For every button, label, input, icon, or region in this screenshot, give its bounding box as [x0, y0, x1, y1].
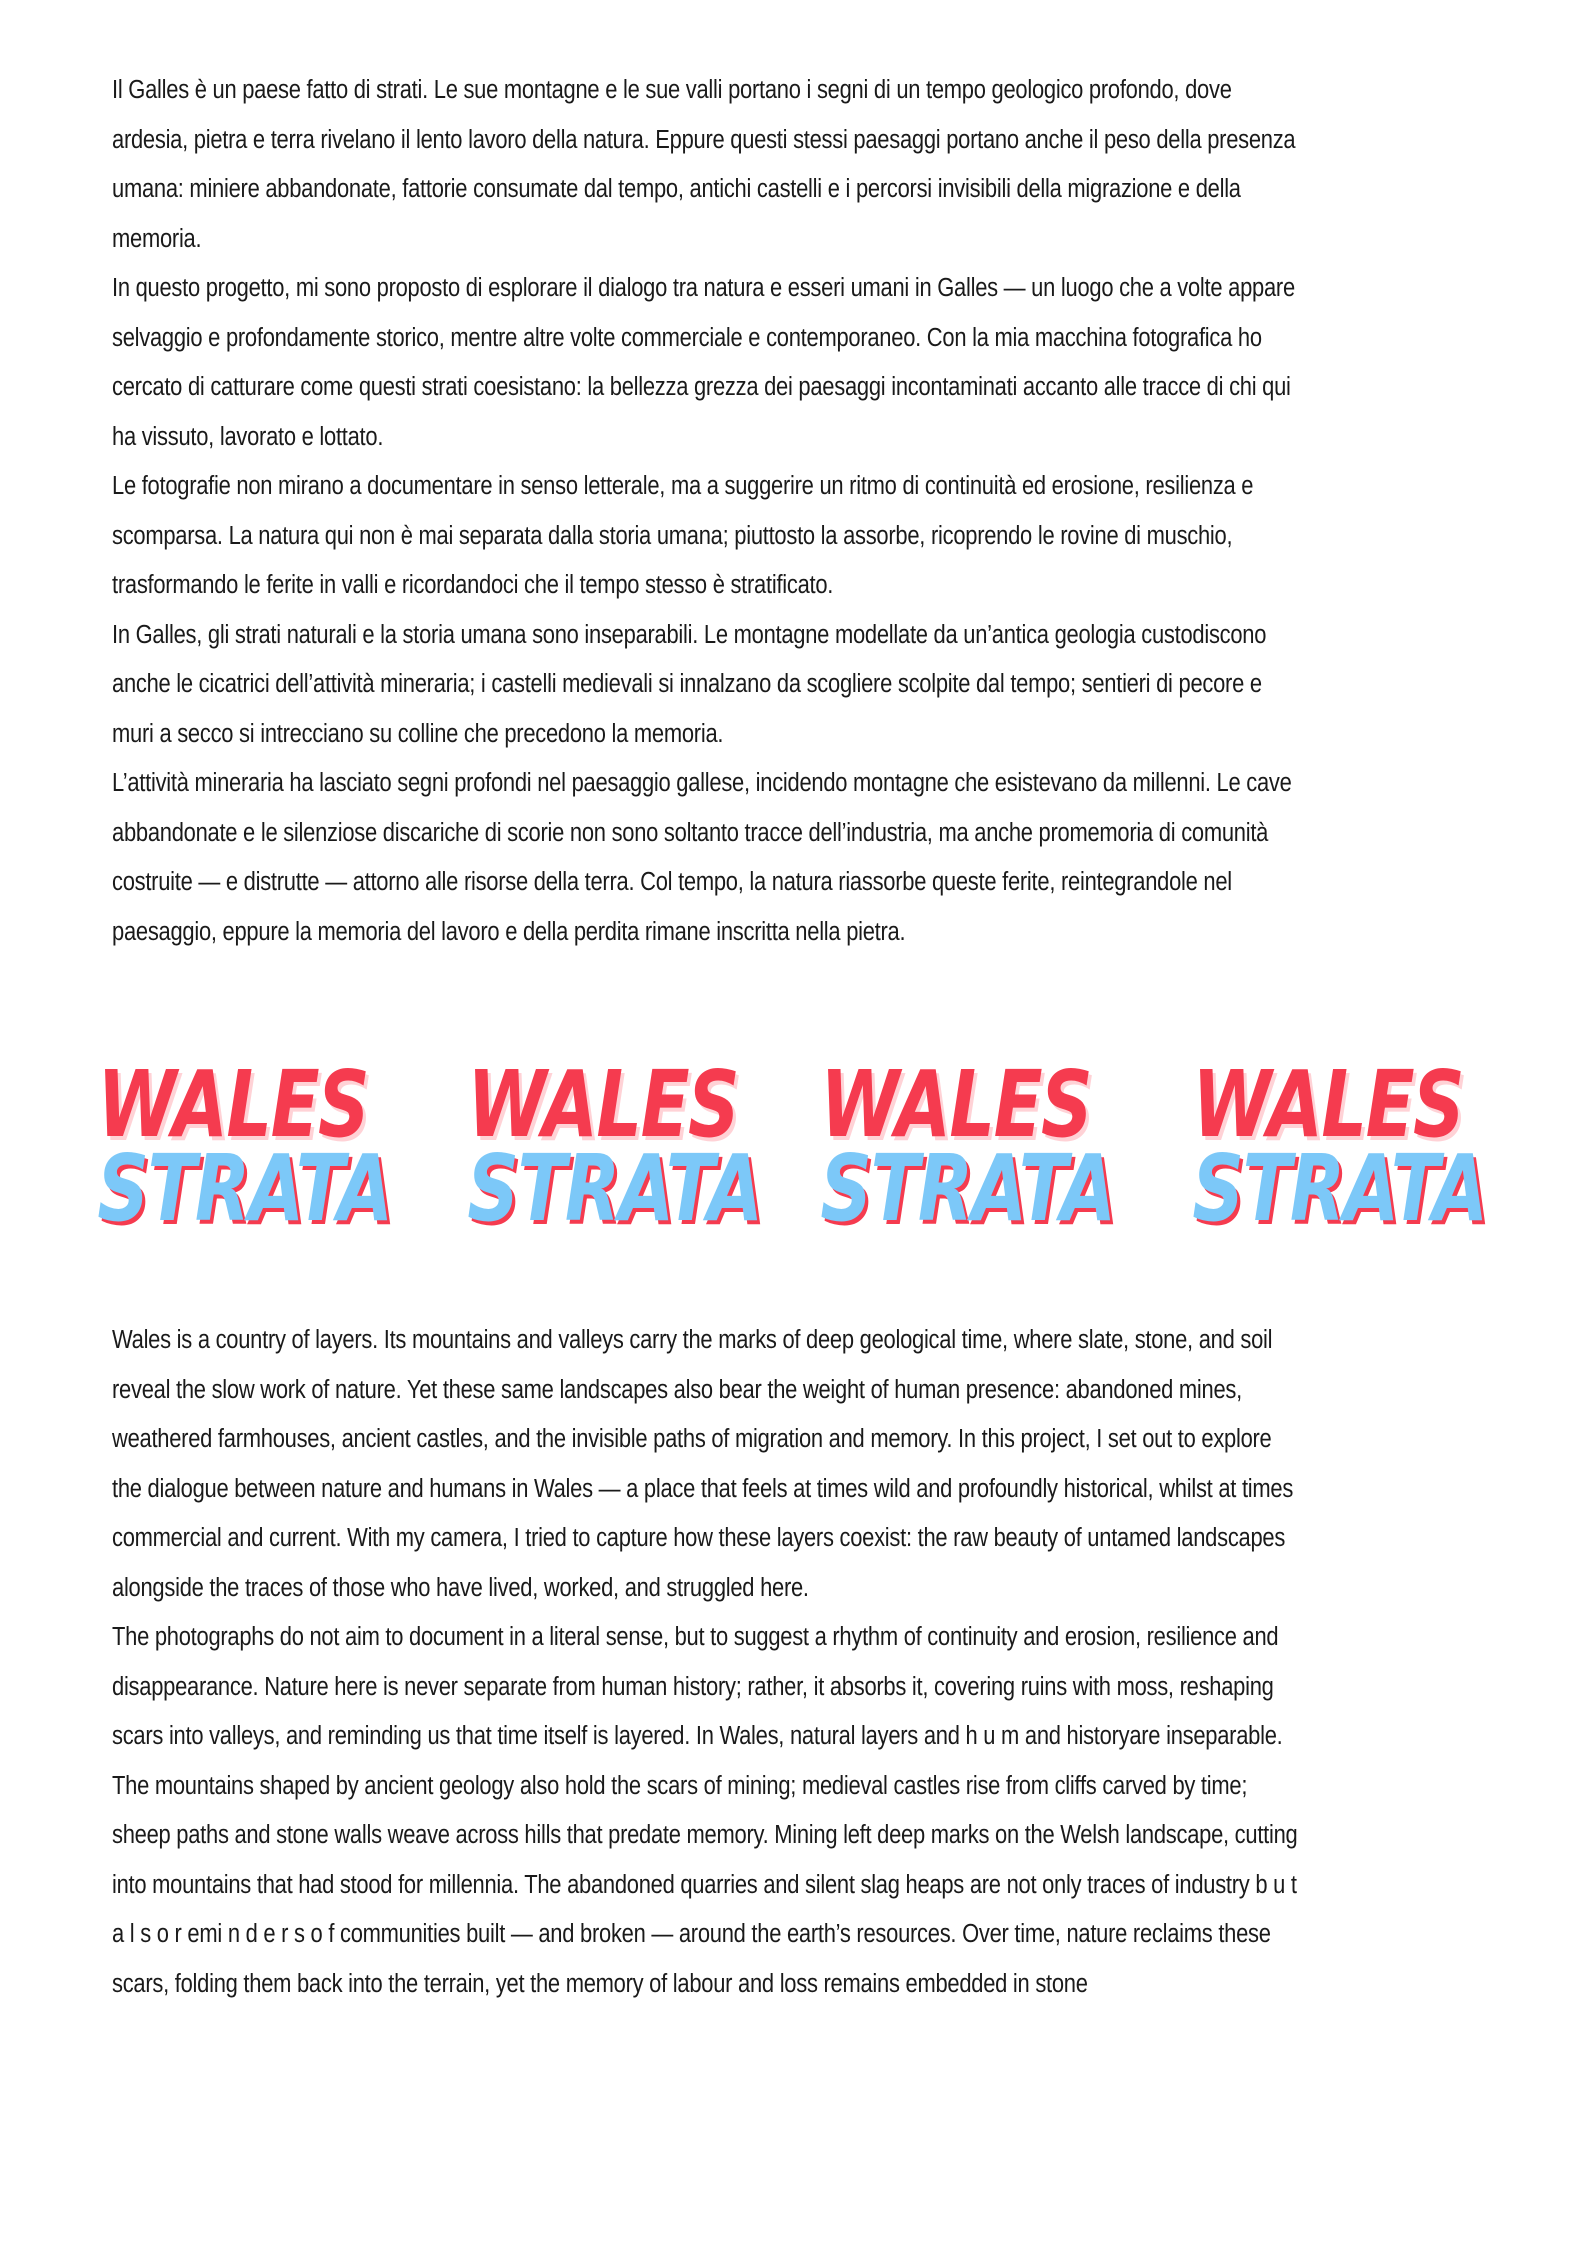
title-strata: STRATA: [97, 1135, 392, 1242]
title-unit-2: [430, 1051, 770, 1242]
title-strata: STRATA: [467, 1135, 762, 1242]
title-banner: [60, 1051, 1510, 1283]
italian-paragraph-5: L’attività mineraria ha lasciato segni profondi nel paesaggio gallese, incidendo montagne che esistevano da millenni. Le cave abbandonate e le silenziose discariche di scorie non sono soltanto tracce dell’industria, ma anche promemoria di comunità costruite — e distrutte — attorno alle risorse della terra. Col tempo, la natura riassorbe queste ferite, reintegrandole nel paesaggio, eppure la memoria del lavoro e della perdita rimane inscritta nella pietra.: [112, 769, 1292, 946]
italian-paragraph-4: In Galles, gli strati naturali e la storia umana sono inseparabili. Le montagne modellate da un’antica geologia custodiscono anche le cicatrici dell’attività mineraria; i castelli medievali si innalzano da scogliere scolpite dal tempo; sentieri di pecore e muri a secco si intrecciano su colline che precedono la memoria.: [112, 620, 1267, 748]
italian-paragraph-2: In questo progetto, mi sono proposto di esplorare il dialogo tra natura e esseri umani in Galles — un luogo che a volte appare selvaggio e profondamente storico, mentre altre volte commerciale e contemporaneo. Con la mia macchina fotografica ho cercato di catturare come questi strati coesistano: la bellezza grezza dei paesaggi incontaminati accanto alle tracce di chi qui ha vissuto, lavorato e lottato.: [112, 274, 1295, 451]
title-unit-1: [60, 1051, 400, 1242]
english-paragraph-1: Wales is a country of layers. Its mountains and valleys carry the marks of deep geological time, where slate, stone, and soil reveal the slow work of nature. Yet these same landscapes also bear the weight of human presence: abandoned mines, weathered farmhouses, ancient castles, and the invisible paths of migration and memory. In this project, I set out to explore the dialogue between nature and humans in Wales — a place that feels at times wild and profoundly historical, whilst at times commercial and current. With my camera, I tried to capture how these layers coexist: the raw beauty of untamed landscapes alongside the traces of those who have lived, worked, and struggled here.: [112, 1326, 1294, 1602]
title-unit-4: [1155, 1051, 1495, 1242]
english-paragraph-2: The photographs do not aim to document in a literal sense, but to suggest a rhythm of continuity and erosion, resilience and disappearance. Nature here is never separate from human history; rather, it absorbs it, covering ruins with moss, reshaping scars into valleys, and reminding us that time itself is layered. In Wales, natural layers and h u m and historyare inseparable.: [112, 1623, 1283, 1750]
title-wales: WALES: [467, 1051, 739, 1158]
english-paragraph-3: The mountains shaped by ancient geology also hold the scars of mining; medieval castles rise from cliffs carved by time; sheep paths and stone walls weave across hills that predate memory. Mining left deep marks on the Welsh landscape, cutting into mountains that had stood for millennia. The abandoned quarries and silent slag heaps are not only traces of industry b u t a l s o r emi n d e r s o f communities built — and broken — around the earth’s resources. Over time, nature reclaims these scars, folding them back into the terrain, yet the memory of labour and loss remains embedded in stone: [112, 1771, 1298, 1998]
title-wales: WALES: [97, 1051, 369, 1158]
title-strata: STRATA: [1192, 1135, 1487, 1242]
italian-paragraph-1: Il Galles è un paese fatto di strati. Le sue montagne e le sue valli portano i segni di un tempo geologico profondo, dove ardesia, pietra e terra rivelano il lento lavoro della natura. Eppure questi stessi paesaggi portano anche il peso della presenza umana: miniere abbandonate, fattorie consumate dal tempo, antichi castelli e i percorsi invisibili della migrazione e della memoria.: [112, 76, 1296, 253]
title-strata: STRATA: [820, 1135, 1115, 1242]
english-text-section: [112, 1316, 1299, 2009]
title-wales: WALES: [1192, 1051, 1464, 1158]
title-wales: WALES: [820, 1051, 1092, 1158]
italian-text-section: [112, 66, 1299, 957]
title-unit-3: [783, 1051, 1123, 1242]
italian-paragraph-3: Le fotografie non mirano a documentare in senso letterale, ma a suggerire un ritmo di continuità ed erosione, resilienza e scomparsa. La natura qui non è mai separata dalla storia umana; piuttosto la assorbe, ricoprendo le rovine di muschio, trasformando le ferite in valli e ricordandoci che il tempo stesso è stratificato.: [112, 472, 1254, 599]
